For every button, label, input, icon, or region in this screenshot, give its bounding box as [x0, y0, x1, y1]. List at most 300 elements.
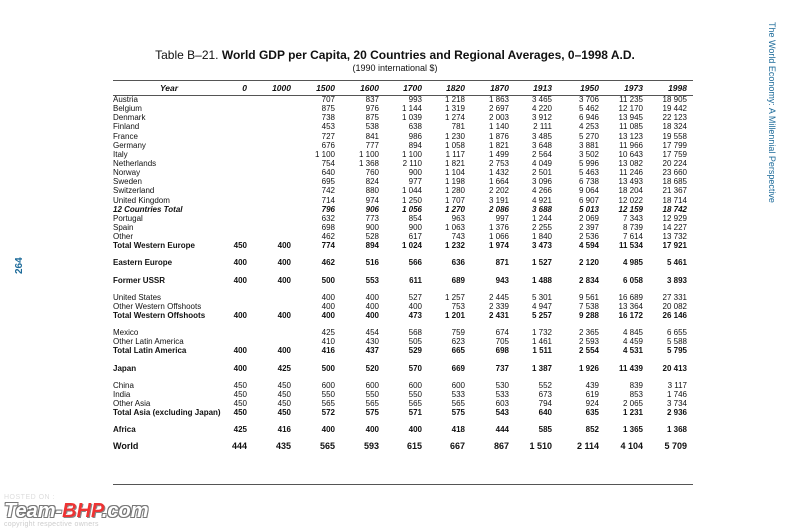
table-row [113, 408, 687, 417]
column-header-1913: 1913 [533, 83, 552, 93]
table-cell: 1 100 [314, 149, 335, 159]
table-cell: 26 146 [662, 311, 687, 321]
row-label: Other Latin America [113, 337, 184, 347]
table-cell: 754 [321, 159, 335, 169]
table-cell: 9 064 [578, 186, 599, 196]
table-cell: 5 795 [666, 346, 687, 356]
column-header-1950: 1950 [580, 83, 599, 93]
table-cell: 12 170 [618, 104, 643, 114]
table-cell: 5 301 [531, 292, 552, 302]
table-cell [225, 113, 247, 122]
table-cell: 400 [365, 425, 379, 435]
table-cell [225, 95, 247, 104]
table-cell: 1 488 [531, 275, 552, 285]
table-cell: 2 069 [578, 213, 599, 223]
table-cell: 852 [585, 425, 599, 435]
table-cell: 462 [321, 258, 335, 268]
table-cell [247, 177, 291, 186]
table-row [113, 381, 687, 390]
row-label: France [113, 131, 138, 141]
table-row [113, 196, 687, 205]
table-cell: 400 [233, 258, 247, 268]
table-cell: 3 734 [666, 399, 687, 408]
table-cell [225, 186, 247, 195]
table-cell: 1 840 [531, 232, 552, 242]
table-cell: 528 [365, 232, 379, 242]
table-cell: 565 [365, 399, 379, 408]
table-cell: 19 558 [662, 131, 687, 141]
table-cell: 570 [408, 363, 422, 373]
table-cell: 4 845 [622, 328, 643, 338]
table-cell: 462 [321, 232, 335, 242]
table-cell: 4 266 [531, 186, 552, 196]
column-header-row [113, 82, 687, 95]
table-cell: 3 473 [531, 241, 552, 251]
watermark-hosted: HOSTED ON : [4, 494, 56, 501]
table-cell: 742 [321, 186, 335, 196]
table-cell: 6 946 [578, 113, 599, 123]
table-cell: 571 [408, 408, 422, 418]
table-cell: 737 [495, 363, 509, 373]
table-cell: 13 364 [618, 301, 643, 311]
table-cell: 705 [495, 337, 509, 347]
table-row [113, 168, 687, 177]
table-cell: 400 [277, 241, 291, 251]
page-number [14, 256, 28, 276]
table-cell: 27 331 [662, 292, 687, 302]
table-cell: 10 643 [618, 149, 643, 159]
row-label: Mexico [113, 328, 139, 338]
table-cell: 632 [321, 213, 335, 223]
watermark [4, 494, 194, 528]
table-cell: 400 [365, 301, 379, 311]
table-cell: 520 [365, 363, 379, 373]
table-cell: 1 368 [358, 159, 379, 169]
table-row [113, 241, 687, 250]
table-cell: 3 706 [578, 95, 599, 105]
row-label: Spain [113, 223, 134, 233]
table-cell: 11 966 [619, 140, 643, 150]
table-cell: 400 [365, 311, 379, 321]
table-cell: 1 201 [444, 311, 465, 321]
table-cell: 1 926 [578, 363, 599, 373]
table-cell [247, 205, 291, 214]
table-cell: 1 510 [529, 441, 552, 452]
row-label: India [113, 389, 131, 399]
table-cell: 6 655 [666, 328, 687, 338]
table-row [113, 177, 687, 186]
table-cell: 17 799 [662, 140, 687, 150]
group-spacer [113, 268, 687, 276]
table-cell: 400 [277, 346, 291, 356]
table-cell: 2 114 [576, 441, 599, 452]
column-header-1820: 1820 [446, 83, 465, 93]
table-cell: 1 250 [401, 195, 422, 205]
table-cell [225, 196, 247, 205]
table-cell: 13 945 [618, 113, 643, 123]
table-row [113, 276, 687, 285]
table-cell: 1 876 [488, 131, 509, 141]
table-body [113, 95, 687, 452]
table-cell: 3 881 [578, 140, 599, 150]
table-row [113, 302, 687, 311]
table-cell: 6 907 [578, 195, 599, 205]
table-row [113, 159, 687, 168]
table-cell: 5 709 [664, 441, 687, 452]
table-subtitle: (1990 international $) [352, 63, 438, 73]
table-cell: 400 [321, 292, 335, 302]
column-header-1998: 1998 [668, 83, 687, 93]
table-cell: 14 227 [662, 223, 687, 233]
column-header-1600: 1600 [360, 83, 379, 93]
table-cell: 1 461 [531, 337, 552, 347]
group-spacer [113, 356, 687, 364]
table-cell: 993 [408, 95, 422, 105]
table-cell: 674 [495, 328, 509, 338]
table-cell: 676 [321, 140, 335, 150]
table-cell: 400 [233, 311, 247, 321]
table-cell: 3 465 [531, 95, 552, 105]
table-cell: 1 218 [444, 95, 465, 105]
table-cell: 425 [277, 363, 291, 373]
table-cell: 4 049 [531, 159, 552, 169]
table-cell: 2 431 [488, 311, 509, 321]
group-spacer [113, 320, 687, 328]
table-cell: 841 [365, 131, 379, 141]
table-cell [225, 177, 247, 186]
table-cell: 400 [365, 292, 379, 302]
table-cell: 689 [451, 275, 465, 285]
table-cell: 1 117 [445, 149, 465, 159]
table-cell: 854 [408, 213, 422, 223]
row-label: Total Western Offshoots [113, 311, 206, 321]
row-label: Portugal [113, 213, 143, 223]
table-cell: 400 [321, 301, 335, 311]
table-row [113, 150, 687, 159]
table-cell: 553 [365, 275, 379, 285]
table-cell: 1 863 [488, 95, 509, 105]
table-cell: 11 534 [618, 241, 643, 251]
table-cell: 22 123 [662, 113, 687, 123]
table-cell [247, 122, 291, 131]
table-cell: 585 [538, 425, 552, 435]
table-cell: 760 [365, 168, 379, 178]
table-cell [247, 168, 291, 177]
column-header-1973: 1973 [624, 83, 643, 93]
table-cell [225, 141, 247, 150]
table-cell: 2 086 [488, 204, 509, 214]
table-cell [225, 122, 247, 131]
table-cell: 593 [363, 441, 379, 452]
table-cell: 695 [321, 177, 335, 187]
table-cell: 839 [629, 380, 643, 390]
table-cell: 4 531 [622, 346, 643, 356]
table-cell: 3 688 [531, 204, 552, 214]
group-spacer [113, 434, 687, 442]
running-header-text: The World Economy: A Millennial Perspective [767, 22, 777, 203]
table-cell: 19 442 [662, 104, 687, 114]
table-cell: 875 [365, 113, 379, 123]
row-label: 12 Countries Total [113, 204, 183, 214]
table-cell: 418 [451, 425, 465, 435]
table-cell: 18 204 [618, 186, 643, 196]
table-cell: 7 538 [578, 301, 599, 311]
table-cell [247, 150, 291, 159]
table-row [113, 122, 687, 131]
running-header [765, 22, 777, 203]
table-cell: 1 058 [444, 140, 465, 150]
table-cell: 416 [321, 346, 335, 356]
table-cell: 4 921 [531, 195, 552, 205]
table-row [113, 132, 687, 141]
table-label: Table B–21. [155, 48, 222, 62]
table-cell: 4 220 [531, 104, 552, 114]
watermark-logo [4, 501, 194, 521]
table-cell: 880 [365, 186, 379, 196]
table-cell: 600 [451, 380, 465, 390]
table-row [113, 186, 687, 195]
table-row [113, 258, 687, 267]
table-cell: 1 274 [444, 113, 465, 123]
row-label: Norway [113, 168, 141, 178]
table-cell: 20 224 [662, 159, 687, 169]
table-cell: 2 554 [578, 346, 599, 356]
table-cell: 500 [321, 363, 335, 373]
table-cell: 8 739 [622, 223, 643, 233]
table-row [113, 442, 687, 451]
table-row [113, 399, 687, 408]
table-row [113, 337, 687, 346]
table-cell [225, 223, 247, 232]
table-cell: 20 413 [662, 363, 687, 373]
table-cell [247, 293, 291, 302]
table-cell: 450 [233, 241, 247, 251]
table-cell: 444 [231, 441, 247, 452]
table-cell: 18 324 [662, 122, 687, 132]
table-cell [225, 214, 247, 223]
table-cell: 2 202 [488, 186, 509, 196]
table-cell: 867 [493, 441, 509, 452]
table-cell: 400 [408, 425, 422, 435]
table-cell: 575 [451, 408, 465, 418]
table-row [113, 293, 687, 302]
table-cell: 12 929 [662, 213, 687, 223]
table-cell: 1 821 [444, 159, 465, 169]
table-cell [247, 302, 291, 311]
table-cell: 12 159 [618, 204, 643, 214]
table-cell: 4 253 [578, 122, 599, 132]
table-cell: 410 [321, 337, 335, 347]
table-cell: 11 235 [619, 95, 643, 105]
table-cell: 566 [408, 258, 422, 268]
table-cell: 1 974 [488, 241, 509, 251]
table-cell: 400 [321, 425, 335, 435]
table-cell: 1 231 [622, 408, 643, 418]
table-cell: 2 564 [531, 149, 552, 159]
table-cell: 552 [538, 380, 552, 390]
table-cell [247, 186, 291, 195]
table-cell: 781 [451, 122, 465, 132]
table-row [113, 346, 687, 355]
table-row [113, 214, 687, 223]
table-cell: 635 [585, 408, 599, 418]
table-cell: 7 614 [622, 232, 643, 242]
table-cell: 1 039 [401, 113, 422, 123]
table-cell: 600 [365, 380, 379, 390]
table-cell: 530 [495, 380, 509, 390]
table-cell: 516 [365, 258, 379, 268]
table-cell: 623 [451, 337, 465, 347]
table-cell: 444 [495, 425, 509, 435]
row-label: Switzerland [113, 186, 155, 196]
table-cell: 565 [319, 441, 335, 452]
table-cell: 4 985 [622, 258, 643, 268]
table-cell: 527 [408, 292, 422, 302]
table-cell: 500 [321, 275, 335, 285]
table-cell: 667 [449, 441, 465, 452]
table-cell: 794 [538, 399, 552, 408]
table-cell: 5 461 [666, 258, 687, 268]
table-cell: 640 [321, 168, 335, 178]
table-cell: 565 [451, 399, 465, 408]
table-cell: 2 065 [622, 399, 643, 408]
table-cell: 16 689 [618, 292, 643, 302]
table-cell: 4 459 [622, 337, 643, 347]
table-cell: 977 [408, 177, 422, 187]
table-cell: 1 270 [444, 204, 465, 214]
table-cell: 924 [585, 399, 599, 408]
table-cell: 1 746 [666, 389, 687, 399]
table-cell: 1 821 [488, 140, 509, 150]
table-cell: 1 140 [488, 122, 509, 132]
table-cell: 453 [321, 122, 335, 132]
table-cell [247, 95, 291, 104]
table-cell: 13 082 [618, 159, 643, 169]
table-cell: 1 104 [444, 168, 465, 178]
table-cell: 1 499 [488, 149, 509, 159]
table-cell: 21 367 [662, 186, 687, 196]
table-cell: 1 056 [401, 204, 422, 214]
table-cell: 5 463 [578, 168, 599, 178]
table-cell: 2 536 [578, 232, 599, 242]
table-cell: 3 485 [531, 131, 552, 141]
table-cell: 1 280 [444, 186, 465, 196]
table-cell: 1 024 [401, 241, 422, 251]
table-cell: 669 [451, 363, 465, 373]
table-cell: 450 [277, 408, 291, 418]
table-cell: 450 [277, 399, 291, 408]
table-cell: 698 [321, 223, 335, 233]
table-cell: 400 [408, 301, 422, 311]
table-cell: 727 [321, 131, 335, 141]
table-cell: 638 [408, 122, 422, 132]
row-label: Former USSR [113, 275, 166, 285]
table-cell: 425 [321, 328, 335, 338]
table-cell: 2 753 [488, 159, 509, 169]
table-cell: 894 [408, 140, 422, 150]
table-row [113, 205, 687, 214]
table-cell: 16 172 [618, 311, 643, 321]
table-cell: 714 [321, 195, 335, 205]
table-cell: 665 [451, 346, 465, 356]
table-cell: 2 339 [488, 301, 509, 311]
row-label: Denmark [113, 113, 146, 123]
table-cell [225, 104, 247, 113]
table-cell: 773 [365, 213, 379, 223]
table-cell: 853 [629, 389, 643, 399]
table-row [113, 104, 687, 113]
table-cell: 13 732 [662, 232, 687, 242]
row-label: World [113, 441, 139, 452]
table-row [113, 364, 687, 373]
table-cell: 565 [408, 399, 422, 408]
table-cell: 5 588 [666, 337, 687, 347]
column-header-year: Year [159, 83, 179, 93]
table-cell: 3 648 [531, 140, 552, 150]
table-cell: 1 044 [401, 186, 422, 196]
table-cell: 450 [233, 389, 247, 399]
table-cell: 603 [495, 399, 509, 408]
table-cell: 2 593 [578, 337, 599, 347]
table-cell: 529 [408, 346, 422, 356]
row-label: Sweden [113, 177, 142, 187]
table-cell [247, 337, 291, 346]
column-header-1500: 1500 [316, 83, 335, 93]
row-label: Other Western Offshoots [113, 301, 202, 311]
table-cell: 2 397 [578, 223, 599, 233]
table-cell: 1 511 [532, 346, 552, 356]
table-cell [225, 328, 247, 337]
table-cell: 640 [538, 408, 552, 418]
table-cell: 400 [277, 258, 291, 268]
table-cell: 2 255 [531, 223, 552, 233]
table-cell: 454 [365, 328, 379, 338]
table-cell: 871 [495, 258, 509, 268]
table-cell: 23 660 [662, 168, 687, 178]
table-cell: 430 [365, 337, 379, 347]
column-header-1870: 1870 [490, 83, 509, 93]
table-cell: 550 [408, 389, 422, 399]
table-cell [225, 293, 247, 302]
table-cell: 3 502 [578, 149, 599, 159]
table-row [113, 328, 687, 337]
table-cell: 9 288 [578, 311, 599, 321]
table-cell: 900 [408, 168, 422, 178]
table-cell: 533 [495, 389, 509, 399]
table-cell: 617 [408, 232, 422, 242]
table-cell: 753 [451, 301, 465, 311]
table-cell: 550 [365, 389, 379, 399]
table-cell: 997 [495, 213, 509, 223]
table-cell [247, 113, 291, 122]
table-cell: 673 [538, 389, 552, 399]
table-row [113, 232, 687, 241]
column-header-0: 0 [242, 83, 247, 93]
table-cell: 439 [585, 380, 599, 390]
table-cell: 2 697 [488, 104, 509, 114]
table-cell: 974 [365, 195, 379, 205]
table-cell: 11 439 [618, 363, 643, 373]
table-cell: 6 738 [578, 177, 599, 187]
table-cell: 1 063 [444, 223, 465, 233]
table-row [113, 390, 687, 399]
row-label: Other Asia [113, 399, 151, 408]
table-cell: 450 [277, 380, 291, 390]
row-label: Finland [113, 122, 140, 132]
table-cell: 1 365 [622, 425, 643, 435]
row-label: Eastern Europe [113, 258, 173, 268]
table-cell: 636 [451, 258, 465, 268]
